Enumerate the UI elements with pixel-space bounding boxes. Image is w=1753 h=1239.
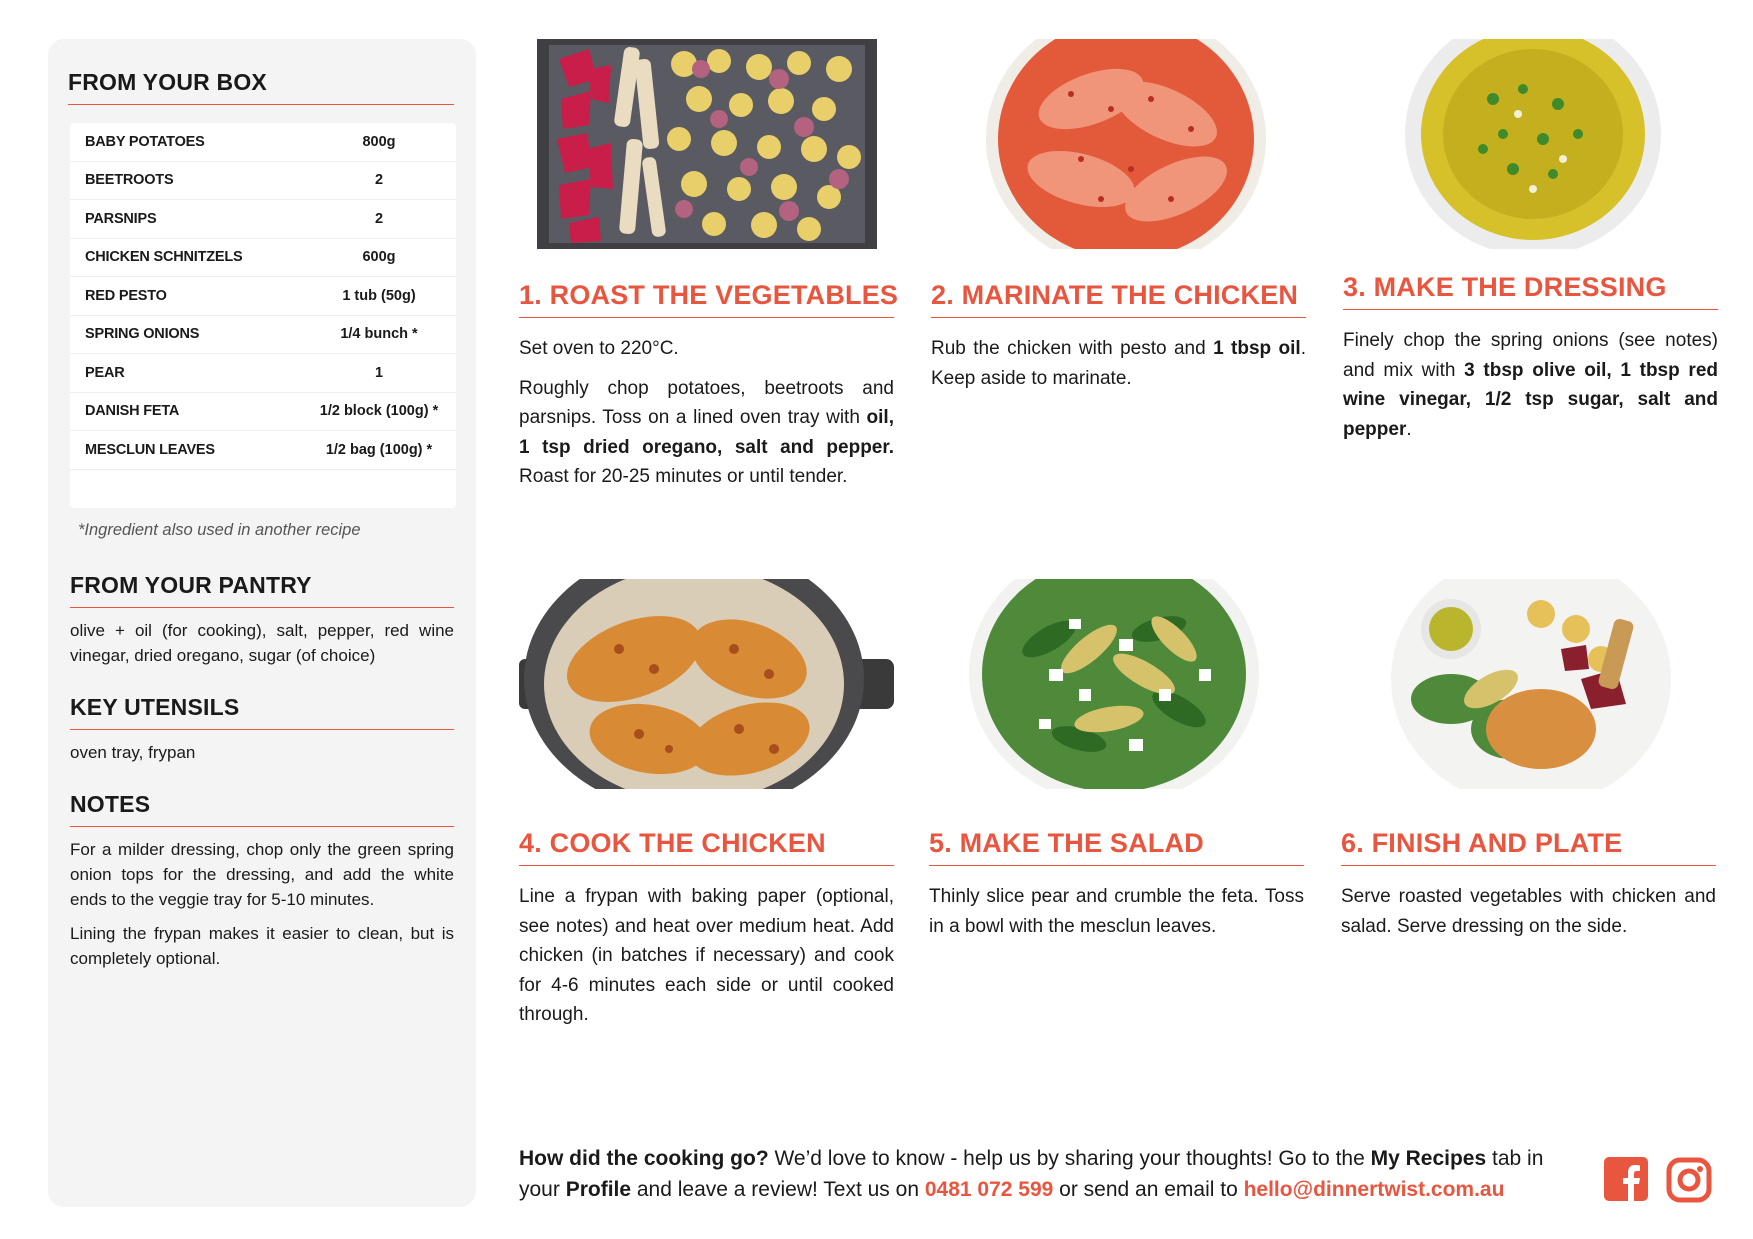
step-1-text-span: Roast for 20-25 minutes or until tender. <box>519 466 848 487</box>
ingredient-qty: 1/2 block (100g) * <box>319 403 439 420</box>
instagram-icon[interactable] <box>1666 1157 1712 1203</box>
ingredient-row <box>70 277 456 316</box>
ingredient-name: RED PESTO <box>85 287 167 304</box>
step-4-paragraph: Line a frypan with baking paper (optional, see notes) and heat over medium heat. Add chicken (in batches if necessary) and cook for 4-6 minutes each side or until cooked through. <box>519 886 894 1025</box>
footer-text: tab in your <box>519 1147 1544 1201</box>
step-1-text-span: Roughly chop potatoes, beetroots and parsnips. Toss on a lined oven tray with <box>519 377 894 428</box>
step-1 <box>519 39 899 492</box>
ingredient-qty: 1/4 bunch * <box>340 326 418 343</box>
ingredient-name: PARSNIPS <box>85 210 157 227</box>
ingredient-footnote: *Ingredient also used in another recipe <box>78 520 361 539</box>
step-5 <box>929 579 1304 941</box>
ingredient-name: BABY POTATOES <box>85 133 205 150</box>
email-link[interactable]: hello@dinnertwist.com.au <box>1243 1178 1505 1201</box>
step-1-paragraph <box>519 374 894 492</box>
step-3-bold: 3 tbsp olive oil, 1 tbsp red wine vinegar, 1/2 tsp sugar, salt and pepper <box>1343 359 1718 440</box>
ingredient-name: MESCLUN LEAVES <box>85 441 215 458</box>
step-1-paragraph: Set oven to 220°C. <box>519 338 679 359</box>
ingredient-qty: 1 <box>374 364 384 381</box>
ingredient-row <box>70 123 456 162</box>
ingredient-row <box>70 162 456 201</box>
footer-question: How did the cooking go? <box>519 1147 769 1170</box>
ingredient-qty: 600g <box>362 249 396 266</box>
ingredients-panel <box>48 39 476 1207</box>
ingredient-row <box>70 431 456 470</box>
roasting-tray-vegetables-image <box>519 39 894 249</box>
notes-paragraph: Lining the frypan makes it easier to clean, but is completely optional. <box>70 923 454 968</box>
phone-link[interactable]: 0481 072 599 <box>924 1178 1054 1201</box>
step-4-text <box>519 882 894 1030</box>
step-6 <box>1341 579 1716 941</box>
pantry-text: olive + oil (for cooking), salt, pepper, red wine vinegar, dried oregano, sugar (of choice) <box>70 620 454 665</box>
utensils-text: oven tray, frypan <box>70 742 196 762</box>
step-2-paragraph <box>931 334 1306 393</box>
step-5-title: 5. MAKE THE SALAD <box>929 828 1304 866</box>
finished-plate-image <box>1341 579 1716 789</box>
step-3-title: 3. MAKE THE DRESSING <box>1343 272 1718 310</box>
chicken-in-frypan-image <box>519 579 894 789</box>
notes-title: NOTES <box>70 791 454 827</box>
ingredient-row <box>70 393 456 432</box>
ingredient-qty: 2 <box>374 172 384 189</box>
ingredient-row <box>70 354 456 393</box>
ingredient-name: DANISH FETA <box>85 403 180 420</box>
step-6-paragraph: Serve roasted vegetables with chicken and salad. Serve dressing on the side. <box>1341 886 1716 937</box>
step-3-text <box>1343 326 1718 444</box>
from-your-box-title: FROM YOUR BOX <box>68 69 454 105</box>
spring-onion-dressing-bowl-image <box>1343 39 1718 249</box>
footer-text: or send an email to <box>1053 1178 1244 1201</box>
ingredient-name: SPRING ONIONS <box>85 326 200 343</box>
step-1-title: 1. ROAST THE VEGETABLES <box>519 280 894 318</box>
notes-paragraph: For a milder dressing, chop only the green spring onion tops for the dressing, and add the white ends to the veggie tray for 5-10 minutes. <box>70 839 454 909</box>
step-2-text <box>931 334 1306 393</box>
ingredient-row <box>70 239 456 278</box>
step-2-text-span: Rub the chicken with pesto and <box>931 338 1214 359</box>
step-5-text <box>929 882 1304 941</box>
step-1-text <box>519 334 894 492</box>
step-2-bold: 1 tbsp oil <box>1213 338 1301 359</box>
ingredient-row-empty <box>70 470 456 508</box>
ingredient-qty: 800g <box>362 133 396 150</box>
ingredient-name: BEETROOTS <box>85 172 174 189</box>
key-utensils-title: KEY UTENSILS <box>70 694 454 730</box>
my-recipes-label: My Recipes <box>1370 1147 1487 1170</box>
step-4-title: 4. COOK THE CHICKEN <box>519 828 894 866</box>
chicken-in-pesto-bowl-image <box>931 39 1306 249</box>
facebook-icon[interactable] <box>1604 1157 1648 1201</box>
ingredient-row <box>70 316 456 355</box>
ingredient-qty: 1/2 bag (100g) * <box>325 441 433 458</box>
step-3-text-span: Finely chop the spring onions (see notes) and mix with <box>1343 330 1718 381</box>
step-2-text-span: . Keep aside to marinate. <box>931 338 1306 389</box>
profile-label: Profile <box>565 1178 632 1201</box>
footer-text: and leave a review! Text us on <box>631 1178 925 1201</box>
step-2-title: 2. MARINATE THE CHICKEN <box>931 280 1306 318</box>
step-1-bold: oil, 1 tsp dried oregano, salt and pepper. <box>519 407 894 458</box>
step-5-paragraph: Thinly slice pear and crumble the feta. Toss in a bowl with the mesclun leaves. <box>929 886 1304 937</box>
notes-text <box>70 837 454 971</box>
step-6-text <box>1341 882 1716 941</box>
step-3-text-span: . <box>1406 418 1412 440</box>
footer-text: We’d love to know - help us by sharing your thoughts! Go to the <box>768 1147 1371 1170</box>
step-2 <box>931 39 1306 393</box>
ingredient-qty: 2 <box>374 210 384 227</box>
step-3 <box>1343 39 1718 444</box>
from-your-pantry-title: FROM YOUR PANTRY <box>70 572 454 608</box>
ingredient-name: PEAR <box>85 364 125 381</box>
step-3-paragraph <box>1343 326 1718 444</box>
step-4 <box>519 579 894 1030</box>
step-6-title: 6. FINISH AND PLATE <box>1341 828 1716 866</box>
ingredients-table <box>70 123 456 508</box>
ingredient-qty: 1 tub (50g) <box>342 287 416 304</box>
ingredient-row <box>70 200 456 239</box>
pear-feta-salad-image <box>929 579 1304 789</box>
ingredient-name: CHICKEN SCHNITZELS <box>85 249 243 266</box>
feedback-footer <box>519 1143 1579 1205</box>
